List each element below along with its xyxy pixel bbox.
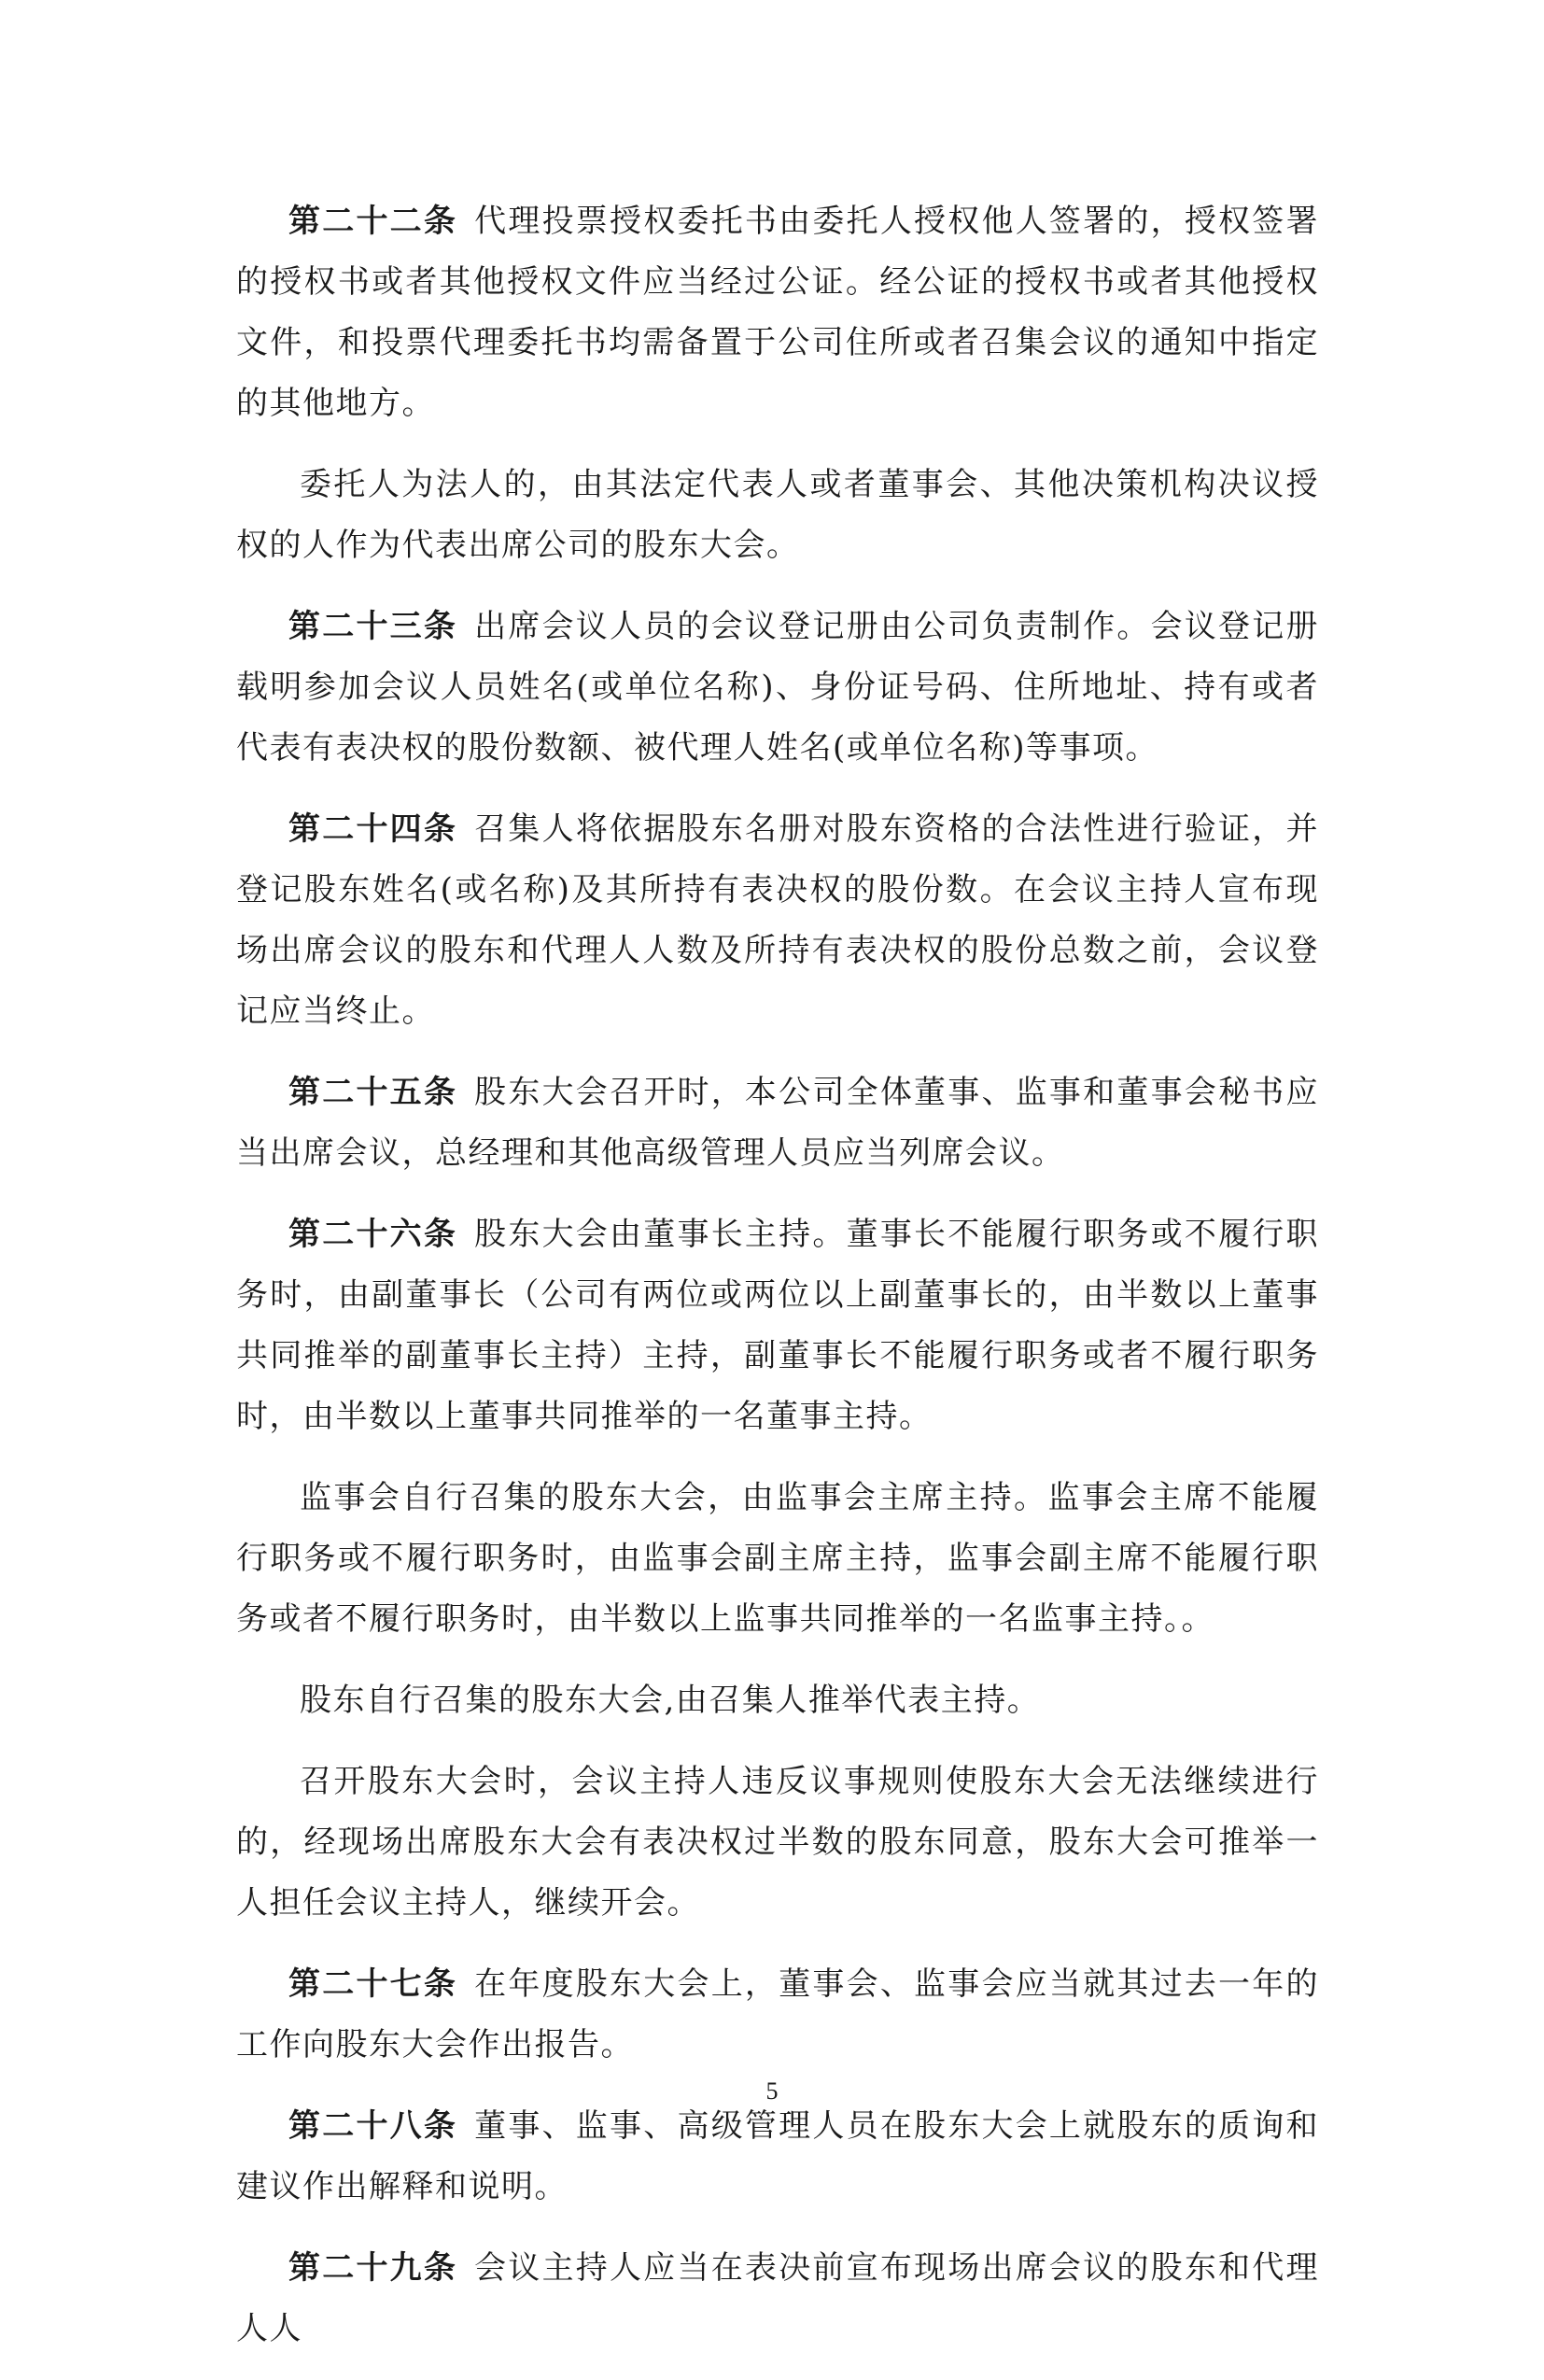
article-text: 代理投票授权委托书由委托人授权他人签署的，授权签署的授权书或者其他授权文件应当经过公证。经公证的授权书或者其他授权文件，和投票代理委托书均需备置于公司住所或者召集会议的通知中指定的其他地方。	[236, 203, 1320, 422]
document-body	[236, 191, 1319, 2380]
article-29	[236, 2238, 1319, 2359]
clause-text: 召开股东大会时，会议主持人违反议事规则使股东大会无法继续进行的，经现场出席股东大会有表决权过半数的股东同意，股东大会可推举一人担任会议主持人，继续开会。	[236, 1763, 1319, 1922]
article-25	[236, 1063, 1319, 1184]
article-24	[236, 799, 1319, 1042]
article-text: 股东大会召开时，本公司全体董事、监事和董事会秘书应当出席会议，总经理和其他高级管理人员应当列席会议。	[236, 1074, 1320, 1172]
article-text: 董事、监事、高级管理人员在股东大会上就股东的质询和建议作出解释和说明。	[236, 2107, 1320, 2205]
article-text: 召集人将依据股东名册对股东资格的合法性进行验证，并登记股东姓名(或名称)及其所持有表决权的股份数。在会议主持人宣布现场出席会议的股东和代理人人数及所持有表决权的股份总数之前，会议登记应当终止。	[236, 810, 1320, 1030]
article-number: 第二十二条	[288, 203, 458, 240]
article-text: 股东大会由董事长主持。董事长不能履行职务或不履行职务时，由副董事长（公司有两位或两位以上副董事长的，由半数以上董事共同推举的副董事长主持）主持，副董事长不能履行职务或者不履行职务时，由半数以上董事共同推举的一名董事主持。	[236, 1216, 1320, 1435]
article-27	[236, 1954, 1319, 2076]
article-text: 会议主持人应当在表决前宣布现场出席会议的股东和代理人人	[236, 2249, 1320, 2347]
clause-text: 股东自行召集的股东大会,由召集人推举代表主持。	[300, 1682, 1041, 1719]
article-26-clause-supervisory	[236, 1468, 1319, 1650]
article-number: 第二十三条	[288, 608, 458, 645]
article-number: 第二十七条	[288, 1965, 458, 2003]
article-22-clause	[236, 455, 1319, 576]
page-number: 5	[765, 2077, 779, 2105]
article-number: 第二十五条	[288, 1074, 458, 1111]
article-26-clause-violation	[236, 1752, 1319, 1934]
article-23	[236, 597, 1319, 779]
article-number: 第二十六条	[288, 1216, 458, 1253]
clause-text: 监事会自行召集的股东大会，由监事会主席主持。监事会主席不能履行职务或不履行职务时，由监事会副主席主持，监事会副主席不能履行职务或者不履行职务时，由半数以上监事共同推举的一名监事主持。。	[236, 1479, 1319, 1638]
article-28	[236, 2096, 1319, 2218]
article-text: 出席会议人员的会议登记册由公司负责制作。会议登记册载明参加会议人员姓名(或单位名称)、身份证号码、住所地址、持有或者代表有表决权的股份数额、被代理人姓名(或单位名称)等事项。	[236, 608, 1320, 767]
article-26-clause-shareholder	[236, 1670, 1319, 1731]
clause-text: 委托人为法人的，由其法定代表人或者董事会、其他决策机构决议授权的人作为代表出席公司的股东大会。	[236, 466, 1319, 564]
article-number: 第二十四条	[288, 810, 458, 848]
article-number: 第二十九条	[288, 2249, 458, 2287]
article-26	[236, 1204, 1319, 1447]
article-number: 第二十八条	[288, 2107, 458, 2145]
article-text: 在年度股东大会上，董事会、监事会应当就其过去一年的工作向股东大会作出报告。	[236, 1965, 1320, 2063]
article-22	[236, 191, 1319, 434]
